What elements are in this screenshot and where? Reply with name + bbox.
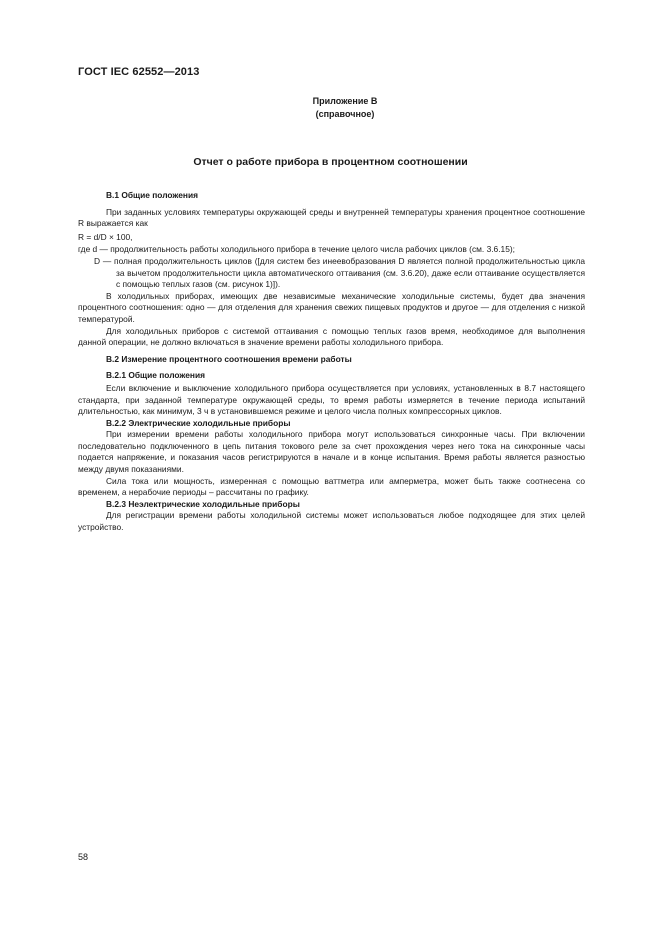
appendix-note: (справочное) xyxy=(315,109,375,119)
document-body xyxy=(78,185,585,534)
paragraph: В холодильных приборах, имеющих две независимые механические холодильные системы, будет два значения процентного соотношения: одно — для отделения для хранения свежих пищевых продуктов и другое — для отделения с низкой температурой. xyxy=(78,290,585,324)
paragraph: Для регистрации времени работы холодильной системы может использоваться любое подходящее для этих целей устройство. xyxy=(78,510,585,533)
appendix-title: Отчет о работе прибора в процентном соотношении xyxy=(193,156,468,168)
appendix-block xyxy=(300,95,390,121)
section-b23-heading: В.2.3 Неэлектрические холодильные приборы xyxy=(106,498,300,509)
standard-header: ГОСТ IEC 62552—2013 xyxy=(78,66,200,78)
appendix-label: Приложение В xyxy=(312,96,378,106)
section-b22-heading: В.2.2 Электрические холодильные приборы xyxy=(106,417,291,428)
paragraph: Если включение и выключение холодильного прибора осуществляется при условиях, установленных в 8.7 настоящего стандарта, при заданной температуре окружающей среды, то время работы измеряется в течение периода испытаний длительностью, как минимум, 3 ч в установившемся режиме и целого числа полных компрессорных циклов. xyxy=(78,382,585,417)
paragraph: При заданных условиях температуры окружающей среды и внутренней температуры хранения процентное соотношение R выражается как xyxy=(78,206,585,229)
paragraph: При измерении времени работы холодильного прибора могут использоваться синхронные часы. При включении последовательно подключенного в цепь питания токового реле за счет прохождения через него тока на синхронные часы подается напряжение, и показания часов регистрируются в начале и в конце испытания. Время работы является разностью между двумя показаниями. xyxy=(78,429,585,475)
page-number: 58 xyxy=(78,852,89,862)
section-b21-heading: В.2.1 Общие положения xyxy=(106,370,205,381)
paragraph: Для холодильных приборов с системой оттаивания с помощью теплых газов время, необходимое для выполнения данной операции, не должно включаться в значение времени работы холодильного прибора. xyxy=(78,325,585,348)
section-b1-heading: В.1 Общие положения xyxy=(106,190,199,200)
formula: R = d/D × 100, xyxy=(78,231,133,242)
paragraph: Сила тока или мощность, измеренная с помощью ваттметра или амперметра, может быть также соотнесена со временем, а нерабочие периоды – рассчитаны по графику. xyxy=(78,475,585,498)
section-b2-heading: В.2 Измерение процентного соотношения времени работы xyxy=(106,353,352,364)
definition-d: где d — продолжительность работы холодильного прибора в течение целого числа рабочих циклов (см. 3.6.15); xyxy=(78,244,515,255)
definition-D: D — полная продолжительность циклов ([для систем без инеевобразования D является полной продолжительностью цикла за вычетом продолжительности цикла автоматического оттаивания (см. 3.6.20), даже если оттаивание осуществляется с помощью теплых газов (см. рисунок 1)]). xyxy=(94,255,585,290)
